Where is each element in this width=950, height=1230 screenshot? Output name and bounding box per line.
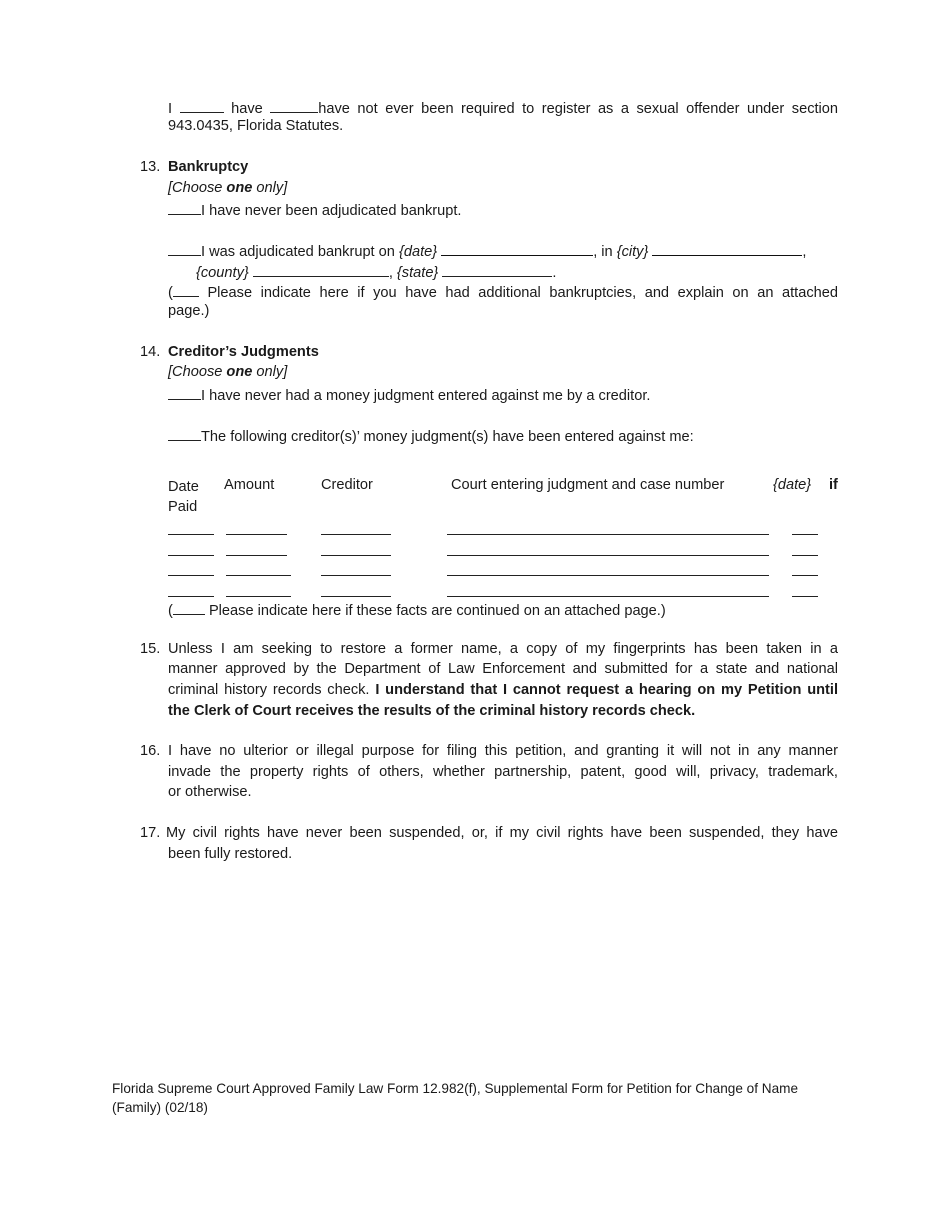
row4-date-field[interactable]	[168, 596, 214, 597]
section-13-number: 13.	[140, 159, 161, 175]
bankruptcy-additional-note: ( Please indicate here if you have had additional bankruptcies, and explain on an attached	[168, 282, 838, 301]
checkbox-additional-bankruptcies[interactable]	[173, 282, 199, 297]
row2-amount-field[interactable]	[226, 555, 287, 556]
section-13-title: Bankruptcy	[168, 159, 249, 175]
bankruptcy-option-adjudicated: I was adjudicated bankrupt on {date} , in {city} ,	[168, 241, 806, 260]
section-16-line-1: I have no ulterior or illegal purpose for filing this petition, and granting it will not in any manner	[168, 743, 838, 759]
section-14-choose-one: [Choose one only]	[168, 364, 288, 380]
section-17-line-2: been fully restored.	[168, 846, 293, 862]
row3-court-field[interactable]	[447, 575, 769, 576]
footer-line-2: (Family) (02/18)	[112, 1100, 208, 1115]
section-16-line-2: invade the property rights of others, whether partnership, patent, good will, privacy, trademark,	[168, 764, 838, 780]
row1-amount-field[interactable]	[226, 534, 287, 535]
row3-if-field[interactable]	[792, 575, 818, 576]
row2-date-field[interactable]	[168, 555, 214, 556]
section-15-line-2: manner approved by the Department of Law Enforcement and submitted for a state and national	[168, 661, 838, 677]
section-17-line-1: My civil rights have never been suspended, or, if my civil rights have been suspended, they have	[166, 825, 838, 841]
blank-have[interactable]	[180, 98, 224, 113]
section-16-number: 16.	[140, 743, 161, 759]
row2-if-field[interactable]	[792, 555, 818, 556]
col-header-date-tag: {date}	[773, 477, 812, 493]
checkbox-never-bankrupt[interactable]	[168, 200, 201, 215]
row1-if-field[interactable]	[792, 534, 818, 535]
row1-creditor-field[interactable]	[321, 534, 391, 535]
judgment-option-following: The following creditor(s)’ money judgment(s) have been entered against me:	[168, 426, 694, 445]
row4-creditor-field[interactable]	[321, 596, 391, 597]
row2-court-field[interactable]	[447, 555, 769, 556]
bankruptcy-note-line-2: page.)	[168, 303, 210, 319]
bankruptcy-option-never: I have never been adjudicated bankrupt.	[168, 200, 461, 219]
bankruptcy-state-field[interactable]	[442, 262, 552, 277]
row1-court-field[interactable]	[447, 534, 769, 535]
section-15-line-4: the Clerk of Court receives the results of the criminal history records check.	[168, 703, 696, 719]
col-header-creditor: Creditor	[321, 477, 373, 493]
col-header-amount: Amount	[224, 477, 275, 493]
checkbox-judgments-entered[interactable]	[168, 426, 201, 441]
section-17-number: 17.	[140, 825, 161, 841]
row3-amount-field[interactable]	[226, 575, 291, 576]
judgment-continued-note: ( Please indicate here if these facts are continued on an attached page.)	[168, 600, 666, 619]
section-13-choose-one: [Choose one only]	[168, 180, 288, 196]
row2-creditor-field[interactable]	[321, 555, 391, 556]
col-header-date-paid: Date Paid	[168, 479, 199, 515]
blank-have-not[interactable]	[270, 98, 318, 113]
footer-line-1: Florida Supreme Court Approved Family Law Form 12.982(f), Supplemental Form for Petition for Change of Name	[112, 1081, 799, 1096]
checkbox-facts-continued[interactable]	[173, 600, 205, 615]
col-header-court: Court entering judgment and case number	[451, 477, 725, 493]
row3-creditor-field[interactable]	[321, 575, 391, 576]
bankruptcy-city-field[interactable]	[652, 241, 802, 256]
section-12-line-1: I have have not ever been required to register as a sexual offender under section	[168, 98, 838, 117]
section-15-line-3: criminal history records check. I understand that I cannot request a hearing on my Petition until	[168, 682, 839, 698]
row1-date-field[interactable]	[168, 534, 214, 535]
section-15-line-1: Unless I am seeking to restore a former name, a copy of my fingerprints has been taken in a	[168, 641, 838, 657]
section-12-line-2: 943.0435, Florida Statutes.	[168, 118, 344, 134]
row4-court-field[interactable]	[447, 596, 769, 597]
col-header-if: if	[829, 477, 838, 493]
row4-amount-field[interactable]	[226, 596, 291, 597]
section-14-number: 14.	[140, 344, 161, 360]
row3-date-field[interactable]	[168, 575, 214, 576]
checkbox-no-judgment[interactable]	[168, 385, 201, 400]
row4-if-field[interactable]	[792, 596, 818, 597]
section-16-line-3: or otherwise.	[168, 784, 252, 800]
section-15-number: 15.	[140, 641, 161, 657]
section-14-title: Creditor’s Judgments	[168, 344, 319, 360]
bankruptcy-date-field[interactable]	[441, 241, 593, 256]
bankruptcy-county-state-line: {county} , {state} .	[196, 262, 556, 281]
bankruptcy-county-field[interactable]	[253, 262, 389, 277]
checkbox-adjudicated-bankrupt[interactable]	[168, 241, 201, 256]
judgment-option-never: I have never had a money judgment entered against me by a creditor.	[168, 385, 650, 404]
